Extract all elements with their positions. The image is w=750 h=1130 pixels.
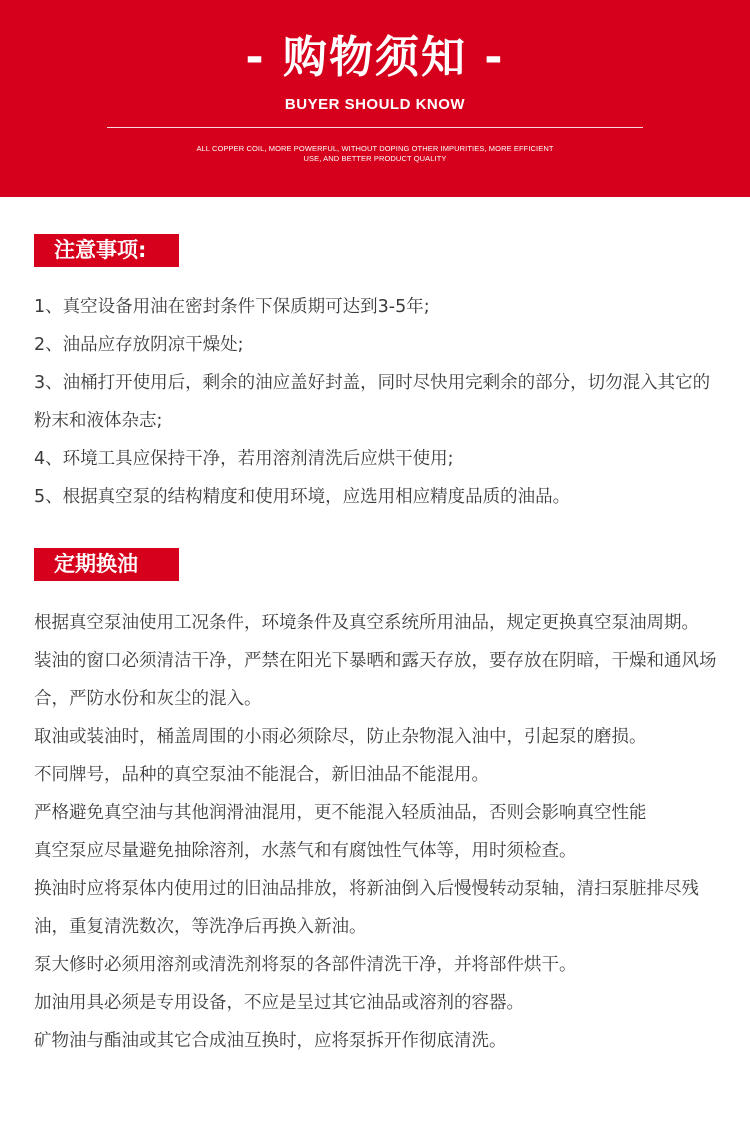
banner-note — [180, 144, 570, 164]
oil-change-item: 加油用具必须是专用设备，不应是呈过其它油品或溶剂的容器。 — [34, 993, 524, 1013]
oil-change-item: 泵大修时必须用溶剂或清洗剂将泵的各部件清洗干净，并将部件烘干。 — [34, 955, 577, 975]
notice-item: 1、真空设备用油在密封条件下保质期可达到3-5年; — [34, 297, 430, 317]
oil-change-item: 严格避免真空油与其他润滑油混用，更不能混入轻质油品，否则会影响真空性能 — [34, 803, 647, 823]
oil-change-item: 根据真空泵油使用工况条件，环境条件及真空系统所用油品，规定更换真空泵油周期。 — [34, 613, 699, 633]
oil-change-item: 不同牌号，品种的真空泵油不能混合，新旧油品不能混用。 — [34, 765, 489, 785]
notice-item: 2、油品应存放阴凉干燥处; — [34, 335, 244, 355]
notice-item: 3、油桶打开使用后，剩余的油应盖好封盖，同时尽快用完剩余的部分，切勿混入其它的粉末和液体杂志; — [34, 373, 711, 431]
oil-change-list — [34, 604, 724, 1060]
notice-list — [34, 288, 724, 516]
notice-item: 5、根据真空泵的结构精度和使用环境，应选用相应精度品质的油品。 — [34, 487, 571, 507]
oil-change-heading: 定期换油法: — [34, 548, 179, 581]
banner-note-line-2: USE, AND BETTER PRODUCT QUALITY — [303, 154, 447, 163]
header-banner — [0, 0, 750, 197]
oil-change-item: 换油时应将泵体内使用过的旧油品排放，将新油倒入后慢慢转动泵轴，清扫泵脏排尽残油，重复清洗数次，等洗净后再换入新油。 — [34, 879, 699, 937]
oil-change-item: 装油的窗口必须清洁干净，严禁在阳光下暴晒和露天存放，要存放在阴暗，干燥和通风场合，严防水份和灰尘的混入。 — [34, 651, 717, 709]
banner-subtitle: BUYER SHOULD KNOW — [284, 96, 466, 113]
oil-change-item: 真空泵应尽量避免抽除溶剂，水蒸气和有腐蚀性气体等，用时须检查。 — [34, 841, 577, 861]
oil-change-item: 取油或装油时，桶盖周围的小雨必须除尽，防止杂物混入油中，引起泵的磨损。 — [34, 727, 647, 747]
banner-note-line-1: ALL COPPER COIL, MORE POWERFUL, WITHOUT DOPING OTHER IMPURITIES, MORE EFFICIENT — [196, 144, 554, 153]
notice-heading: 注意事项: — [34, 234, 179, 267]
banner-title: - 购物须知 - — [245, 32, 505, 83]
banner-divider — [107, 127, 643, 128]
oil-change-item: 矿物油与酯油或其它合成油互换时，应将泵拆开作彻底清洗。 — [34, 1031, 507, 1051]
notice-item: 4、环境工具应保持干净，若用溶剂清洗后应烘干使用; — [34, 449, 454, 469]
